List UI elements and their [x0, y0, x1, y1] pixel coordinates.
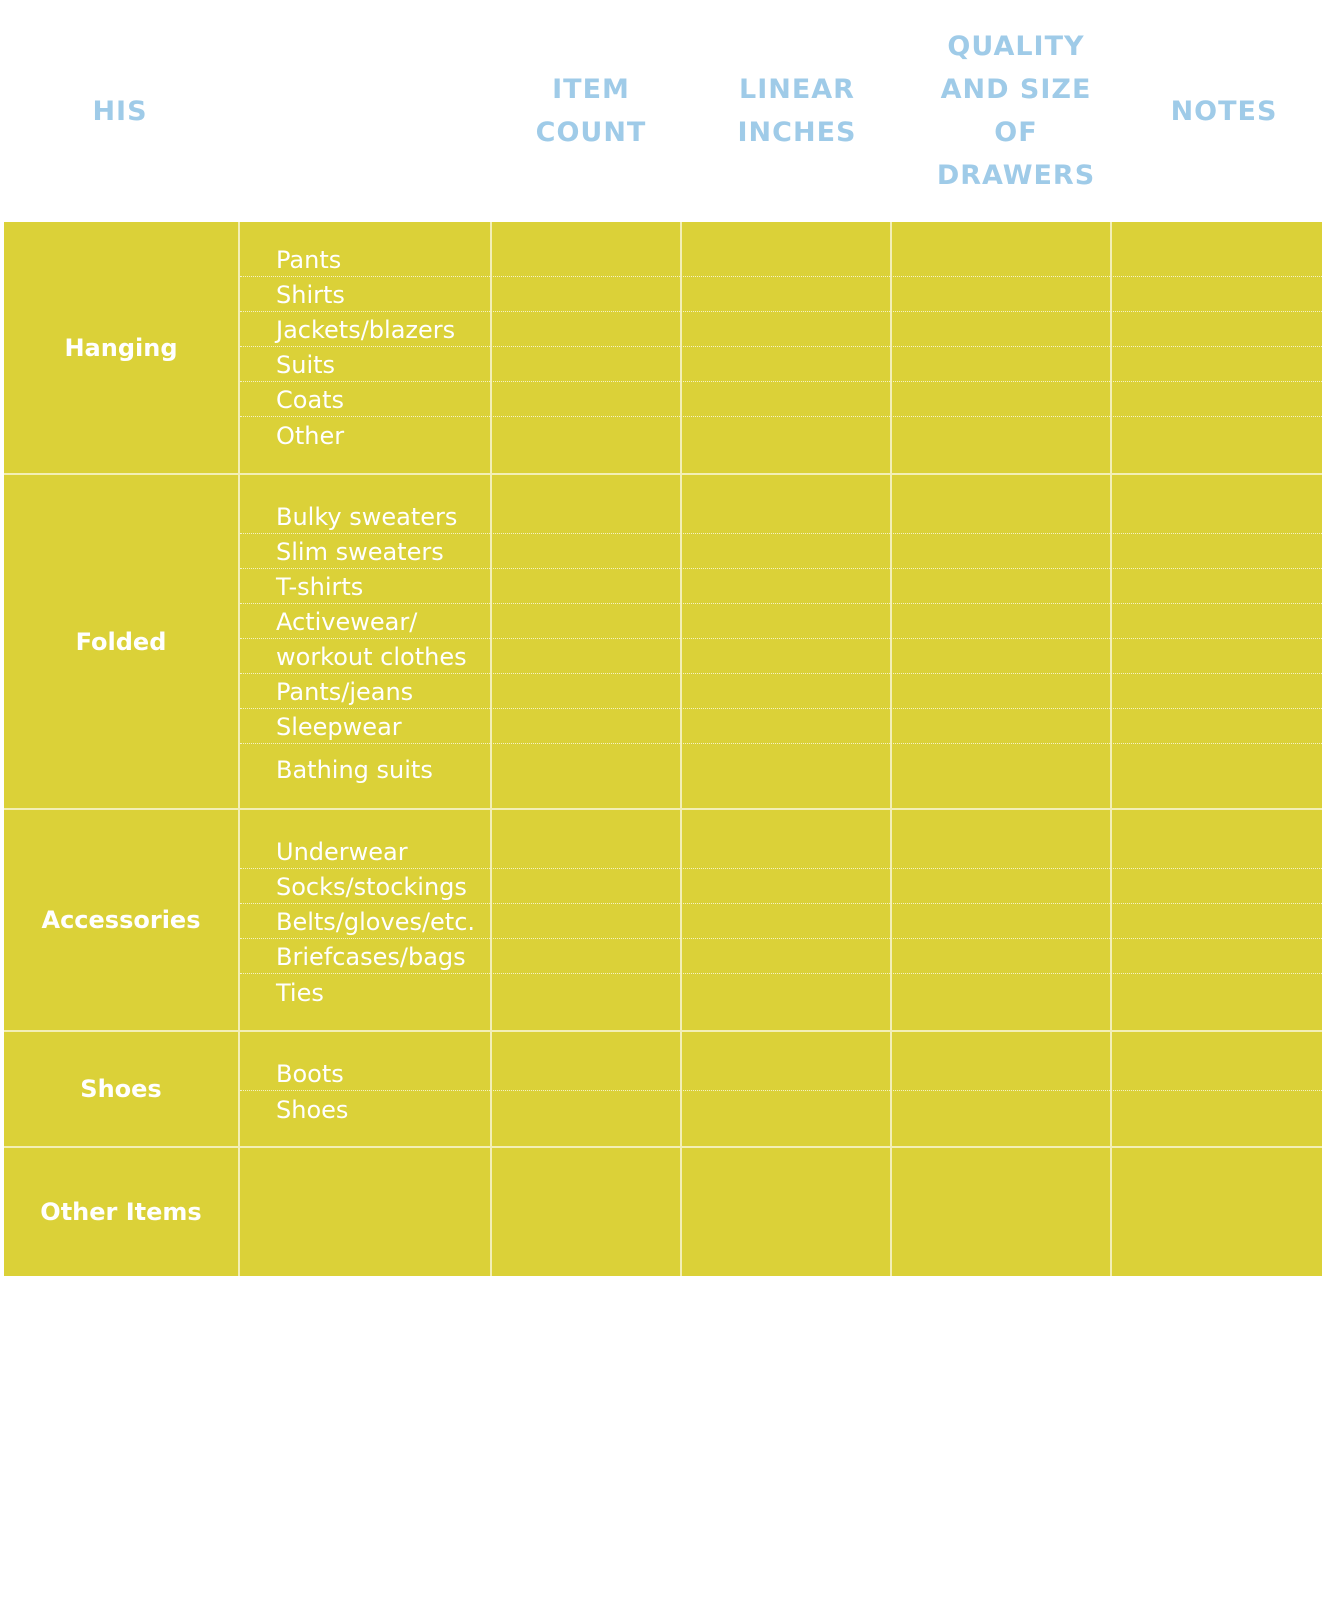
closet-inventory-table — [4, 222, 1322, 1276]
category-label: Folded — [75, 627, 167, 656]
header-linear-inches: LINEAR INCHES — [737, 74, 857, 148]
item-label: Bulky sweaters — [276, 503, 458, 531]
table-row — [240, 834, 1322, 869]
header-his: HIS — [92, 95, 148, 127]
item-label: Coats — [276, 386, 345, 414]
section-other-items — [4, 1148, 1322, 1276]
item-label: Briefcases/bags — [276, 943, 466, 971]
table-row — [240, 639, 1322, 674]
table-row — [240, 709, 1322, 744]
item-label: Boots — [276, 1060, 344, 1088]
table-row — [240, 751, 1322, 786]
item-label: Suits — [276, 351, 336, 379]
table-row — [240, 869, 1322, 904]
section-accessories — [4, 810, 1322, 1032]
item-label: Underwear — [276, 838, 408, 866]
item-label: Sleepwear — [276, 713, 402, 741]
category-label: Other Items — [40, 1198, 202, 1226]
item-label: Other — [276, 422, 345, 450]
category-label: Shoes — [80, 1075, 162, 1103]
header-item-count: ITEM COUNT — [535, 74, 647, 148]
item-label: Slim sweaters — [276, 538, 444, 566]
item-label: Jackets/blazers — [276, 316, 456, 344]
table-row — [240, 904, 1322, 939]
table-row — [240, 604, 1322, 639]
table-row — [240, 569, 1322, 604]
table-row — [240, 277, 1322, 312]
table-row — [240, 417, 1322, 452]
item-label: Pants — [276, 246, 342, 274]
category-label: Hanging — [64, 333, 178, 362]
item-label: Shirts — [276, 281, 345, 309]
table-row — [240, 1056, 1322, 1091]
table-row — [240, 1091, 1322, 1126]
table-row — [240, 347, 1322, 382]
item-label: T-shirts — [276, 573, 364, 601]
header-notes: NOTES — [1170, 95, 1278, 127]
item-label: workout clothes — [276, 643, 467, 671]
item-label: Belts/gloves/etc. — [276, 908, 476, 936]
section-shoes — [4, 1032, 1322, 1148]
item-label: Ties — [276, 979, 324, 1007]
table-row — [240, 312, 1322, 347]
table-row — [240, 974, 1322, 1009]
item-label: Bathing suits — [276, 756, 433, 784]
table-row — [240, 939, 1322, 974]
table-row — [240, 674, 1322, 709]
section-hanging — [4, 222, 1322, 475]
item-label: Pants/jeans — [276, 678, 414, 706]
table-row — [240, 499, 1322, 534]
section-folded — [4, 475, 1322, 810]
item-label: Shoes — [276, 1096, 349, 1124]
header-quality-size-drawers: QUALITY AND SIZE OF DRAWERS — [936, 31, 1096, 191]
table-row — [240, 242, 1322, 277]
item-label: Activewear/ — [276, 608, 418, 636]
table-row — [240, 382, 1322, 417]
table-header — [0, 0, 1333, 222]
category-label: Accessories — [41, 906, 201, 934]
item-label: Socks/stockings — [276, 873, 467, 901]
table-row — [240, 534, 1322, 569]
